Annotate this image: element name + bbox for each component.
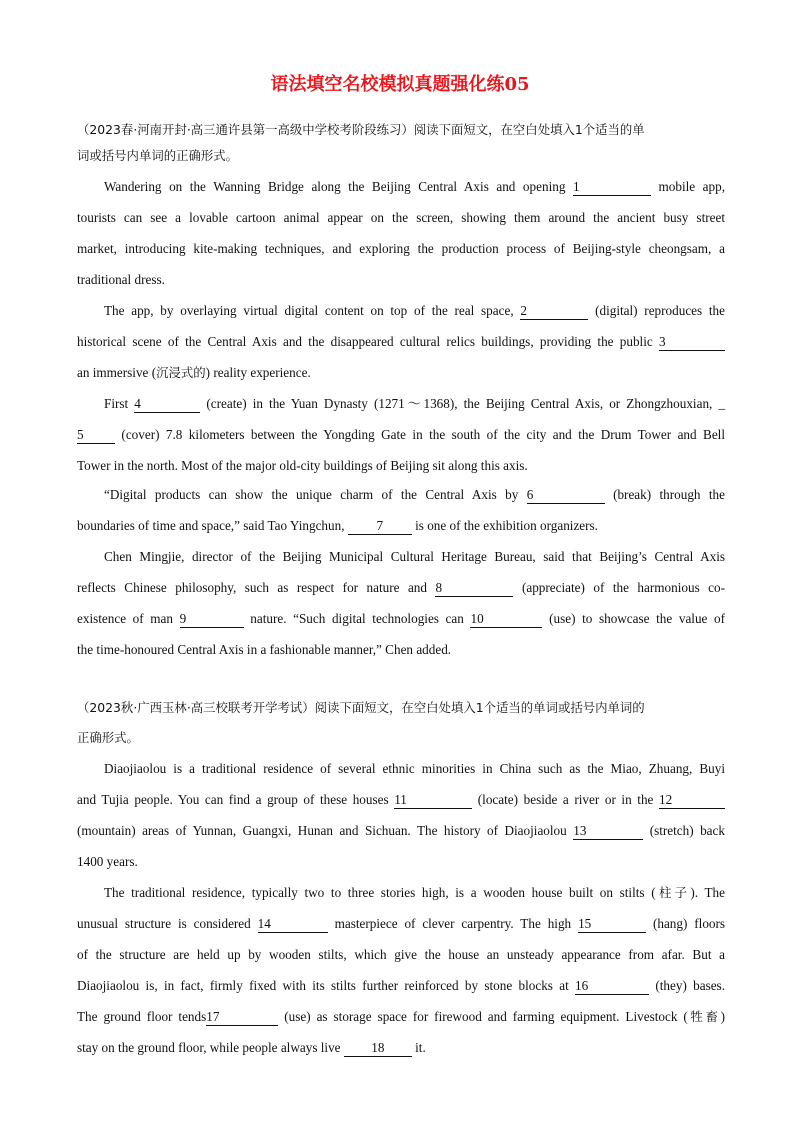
- text-segment: (use) to showcase the value of: [549, 611, 726, 626]
- passage2-para1-line4: 1400 years.: [77, 854, 138, 869]
- passage1-para2-line2: [77, 331, 725, 353]
- passage2-header-line2: 正确形式。: [77, 730, 139, 745]
- text-segment: _: [718, 396, 726, 411]
- passage1-para2-line3: [77, 362, 725, 384]
- blank-13[interactable]: 13: [573, 824, 643, 840]
- passage2-para2-line1: [104, 882, 725, 904]
- text-segment: Diaojiaolou is, in fact, firmly fixed with its stilts further reinforced by stone blocks at: [77, 978, 569, 993]
- text-segment: The ground floor tends: [77, 1009, 207, 1024]
- passage1-header-line2: 词或括号内单词的正确形式。: [77, 148, 239, 163]
- passage2-para-line1: [104, 300, 725, 322]
- blank-16[interactable]: 16: [575, 979, 649, 995]
- blank-4[interactable]: 4: [134, 397, 200, 413]
- passage2-para1-line3: [77, 820, 725, 842]
- passage1-para4-line1: [104, 484, 725, 506]
- text-segment: nature. “Such digital technologies can: [250, 611, 464, 626]
- text-segment: ): [720, 1009, 726, 1024]
- text-segment: it.: [415, 1040, 426, 1055]
- passage1-para4-line2: [77, 515, 725, 537]
- blank-5[interactable]: 5: [77, 428, 115, 444]
- text-segment: (use) as storage space for firewood and farming equipment. Livestock (: [284, 1009, 688, 1024]
- passage2-para2-line6: [77, 1037, 725, 1059]
- chinese-gloss: 沉浸式的: [156, 365, 206, 380]
- blank-11[interactable]: 11: [394, 793, 472, 809]
- text-segment: mobile app,: [658, 179, 726, 194]
- blank-12[interactable]: 12: [659, 793, 725, 809]
- page-title: 语法填空名校模拟真题强化练05: [270, 74, 530, 95]
- passage1-para3-line1: [104, 393, 725, 415]
- text-segment: boundaries of time and space,” said Tao Yingchun,: [77, 518, 345, 533]
- passage2-header-line1: （2023秋·广西玉林·高三校联考开学考试）阅读下面短文，在空白处填入1个适当的单词或括号内单词的: [77, 700, 645, 715]
- text-segment: and Tujia people. You can find a group of these houses: [77, 792, 389, 807]
- text-segment: (they) bases.: [655, 978, 725, 993]
- passage1-para5-line3: [77, 608, 725, 630]
- chinese-gloss: 柱子: [655, 885, 691, 900]
- text-segment: “Digital products can show the unique charm of the Central Axis by: [104, 487, 519, 502]
- passage2-para1-line2: [77, 789, 725, 811]
- passage1-header-line1: （2023春·河南开封·高三通许县第一高级中学校考阶段练习）阅读下面短文，在空白处填入1个适当的单: [77, 122, 645, 137]
- text-segment: (digital) reproduces the: [595, 303, 725, 318]
- passage1-para1-line3: market, introducing kite-making techniques, and exploring the production process of Beijing-style cheongsam, a: [77, 241, 725, 256]
- text-segment: existence of man: [77, 611, 173, 626]
- text-segment: reflects Chinese philosophy, such as respect for nature and: [77, 580, 427, 595]
- text-segment: (create) in the Yuan Dynasty (1271～1368), the Beijing Central Axis, or Zhongzhouxian,: [206, 396, 713, 411]
- text-segment: unusual structure is considered: [77, 916, 251, 931]
- text-segment: masterpiece of clever carpentry. The high: [334, 916, 572, 931]
- passage1-para5-line2: [77, 577, 725, 599]
- passage1-para5-line1: Chen Mingjie, director of the Beijing Municipal Cultural Heritage Bureau, said that Beijing’s Central Axis: [104, 549, 725, 564]
- passage2-para2-line3: of the structure are held up by wooden stilts, which give the house an unsteady appearance from afar. But a: [77, 947, 725, 962]
- blank-8[interactable]: 8: [435, 581, 513, 597]
- text-segment: (stretch) back: [649, 823, 725, 838]
- chinese-gloss: 牲畜: [687, 1009, 721, 1024]
- passage1-para1-line2: tourists can see a lovable cartoon animal appear on the screen, showing them around the ancient busy street: [77, 210, 725, 225]
- blank-9[interactable]: 9: [180, 612, 244, 628]
- blank-6[interactable]: 6: [527, 488, 605, 504]
- passage1-para3-line2: [77, 424, 725, 446]
- passage2-para2-line4: [77, 975, 725, 997]
- text-segment: Wandering on the Wanning Bridge along the Beijing Central Axis and opening: [104, 179, 566, 194]
- text-segment: ) reality experience.: [205, 365, 311, 380]
- passage2-para2-line2: [77, 913, 725, 935]
- blank-7[interactable]: 7: [348, 519, 412, 535]
- passage2-para2-line5: [77, 1006, 725, 1028]
- blank-2[interactable]: 2: [520, 304, 588, 320]
- text-segment: (cover) 7.8 kilometers between the Yongding Gate in the south of the city and the Drum Tower and Bell: [121, 427, 726, 442]
- blank-17[interactable]: 17: [206, 1010, 278, 1026]
- passage1-para1-line4: traditional dress.: [77, 272, 165, 287]
- text-segment: an immersive (: [77, 365, 157, 380]
- blank-15[interactable]: 15: [578, 917, 646, 933]
- text-segment: ). The: [690, 885, 725, 900]
- text-segment: (appreciate) of the harmonious co-: [521, 580, 726, 595]
- text-segment: stay on the ground floor, while people always live: [77, 1040, 341, 1055]
- text-segment: (mountain) areas of Yunnan, Guangxi, Hunan and Sichuan. The history of Diaojiaolou: [77, 823, 567, 838]
- blank-10[interactable]: 10: [470, 612, 542, 628]
- blank-18[interactable]: 18: [344, 1041, 412, 1057]
- text-segment: First: [104, 396, 129, 411]
- text-segment: The traditional residence, typically two to three stories high, is a wooden house built on stilts (: [104, 885, 656, 900]
- text-segment: (break) through the: [613, 487, 725, 502]
- passage1-para3-line3: Tower in the north. Most of the major old-city buildings of Beijing sit along this axis.: [77, 458, 528, 473]
- blank-14[interactable]: 14: [258, 917, 328, 933]
- text-segment: (locate) beside a river or in the: [477, 792, 654, 807]
- blank-1[interactable]: 1: [573, 180, 651, 196]
- passage1-para1-line1: [104, 176, 725, 198]
- text-segment: (hang) floors: [652, 916, 726, 931]
- text-segment: is one of the exhibition organizers.: [415, 518, 598, 533]
- passage2-para1-line1: Diaojiaolou is a traditional residence of several ethnic minorities in China such as the Miao, Zhuang, Buyi: [104, 761, 725, 776]
- text-segment: historical scene of the Central Axis and the disappeared cultural relics buildings, providing the public: [77, 334, 653, 349]
- text-segment: The app, by overlaying virtual digital content on top of the real space,: [104, 303, 514, 318]
- passage1-para5-line4: the time-honoured Central Axis in a fashionable manner,” Chen added.: [77, 642, 452, 657]
- blank-3[interactable]: 3: [659, 335, 725, 351]
